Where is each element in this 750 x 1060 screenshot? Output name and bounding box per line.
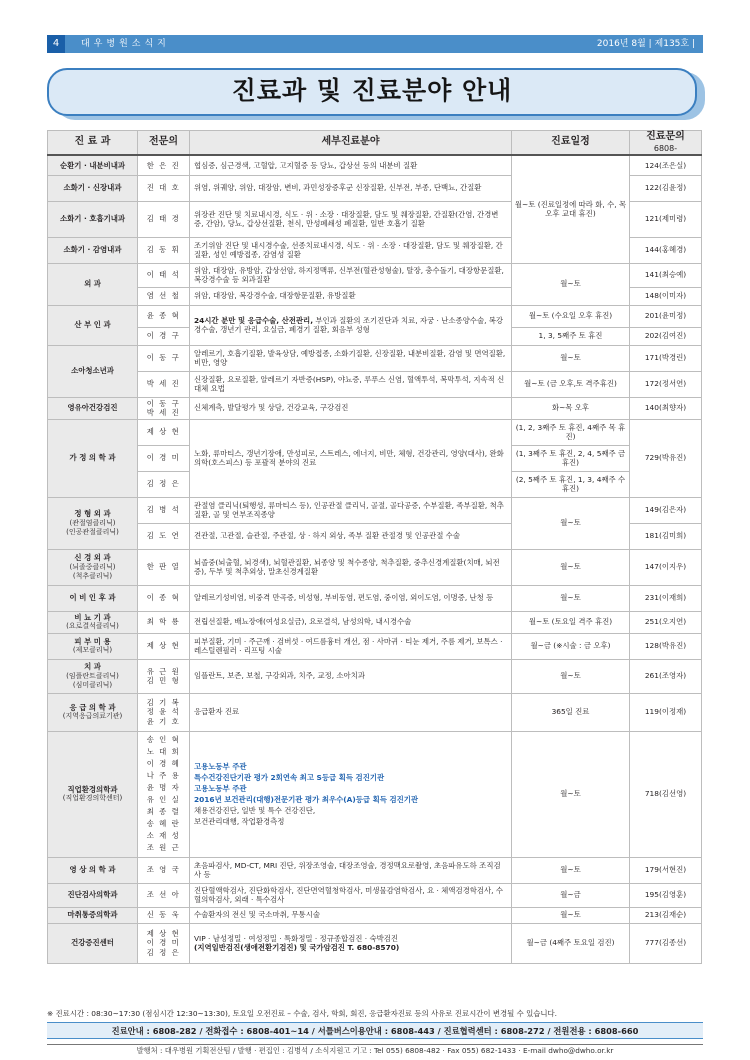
inquiry: 172(정서연) [630, 371, 702, 397]
schedule: 월~토 [512, 345, 630, 371]
schedule: 월~토 (금 오후,토 격주휴진) [512, 371, 630, 397]
schedule: 월~토 [512, 857, 630, 883]
table-row [48, 731, 702, 857]
dept-name: 건강증진센터 [48, 923, 138, 963]
specialty: 초음파검사, MD-CT, MRI 진단, 위장조영술, 대장조영술, 경정맥요로촬영, 초음파유도하 조직검사 등 [190, 857, 512, 883]
table-row [48, 659, 702, 693]
doctor-name: 제 상 현 [138, 633, 190, 659]
dept-name: 신 경 외 과 (뇌졸중클리닉) (척추클리닉) [48, 549, 138, 585]
schedule: (2, 5째주 토 휴진, 1, 3, 4째주 수 휴진) [512, 471, 630, 497]
issue-info: 2016년 8월 | 제135호 | [596, 39, 695, 49]
dept-name: 영유아건강검진 [48, 397, 138, 419]
specialty: 위암, 대장암, 복강경수술, 대장항문질환, 유방질환 [190, 287, 512, 305]
schedule: 월~토 [512, 497, 630, 549]
table-row [48, 397, 702, 419]
contact-bar: 진료안내 : 6808-282 / 전화접수 : 6808-401~14 / 서틀버스이용안내 : 6808-443 / 진료협력센터 : 6808-272 / 전원전용 : 6808-660 [47, 1022, 703, 1039]
specialty: 협심증, 심근경색, 고혈압, 고지혈증 등 당뇨, 갑상선 등의 내분비 질환 [190, 155, 512, 175]
dept-name: 응 급 의 학 과 (지역응급의료기관) [48, 693, 138, 731]
doctor-name: 이 태 석 [138, 263, 190, 287]
specialty: VIP · 남성정밀 · 여성정밀 · 특화정밀 · 정규종합검진 · 숙박검진 (지역일반검진(생애전환기검진) 및 국가암검진 T. 680-8570) [190, 923, 512, 963]
table-row [48, 585, 702, 611]
inquiry: 729(박유진) [630, 419, 702, 497]
table-row [48, 345, 702, 371]
schedule: 월~토 [512, 585, 630, 611]
publication-name: 대우병원소식지 [81, 39, 170, 49]
table-row [48, 305, 702, 327]
specialty: 위염, 위궤양, 위암, 대장암, 변비, 과민성장증후군 신장질환, 신부전, 부종, 단백뇨, 간질환 [190, 175, 512, 201]
doctor-name: 신 동 욱 [138, 907, 190, 923]
inquiry: 251(오지연) [630, 611, 702, 633]
specialty: 피부질환, 기미 · 주근깨 · 검버섯 · 여드름흉터 개선, 점 · 사마귀 · 티눈 제거, 주름 제거, 보톡스 · 레스틸렌필러 · 리프팅 시술 [190, 633, 512, 659]
doctor-name: 이 동 구 박 세 진 [138, 397, 190, 419]
inquiry: 124(조은실) [630, 155, 702, 175]
inquiry: 128(박유진) [630, 633, 702, 659]
specialty: 임플란트, 보존, 보철, 구강외과, 치주, 교정, 소아치과 [190, 659, 512, 693]
doctor-name: 이 종 혁 [138, 585, 190, 611]
dept-name: 치 과 (임플란트클리닉) (심미클리닉) [48, 659, 138, 693]
inquiry: 147(이지우) [630, 549, 702, 585]
specialty: 알레르기, 호흡기질환, 발육상담, 예방접종, 소화기질환, 신장질환, 내분비질환, 감염 및 면역질환, 비만, 영양 [190, 345, 512, 371]
inquiry: 261(조영자) [630, 659, 702, 693]
table-row [48, 155, 702, 175]
inquiry: 195(김영훈) [630, 883, 702, 907]
schedule: 월~토 [512, 659, 630, 693]
inquiry: 201(윤미정) [630, 305, 702, 327]
specialty: 노화, 류마티스, 갱년기장애, 만성피로, 스트레스, 에너지, 비만, 체형, 건강관리, 영양(대사), 완화의학(호스피스) 등 포괄적 분야의 진료 [190, 419, 512, 497]
inquiry: 777(김종선) [630, 923, 702, 963]
schedule: 화~목 오후 [512, 397, 630, 419]
doctor-name: 이 경 구 [138, 327, 190, 345]
inquiry: 141(최승예) [630, 263, 702, 287]
dept-name: 피 부 미 용 (제모클리닉) [48, 633, 138, 659]
schedule: 월~금 (4째주 토요일 검진) [512, 923, 630, 963]
table-row [48, 633, 702, 659]
schedule: 월~토 (수요일 오후 휴진) [512, 305, 630, 327]
doctor-name: 김 동 휘 [138, 237, 190, 263]
publisher-footer: 발행처 : 대우병원 기획전산팀 / 발행 · 편집인 : 김병석 / 소식지원고 기고 : Tel 055) 6808-482 · Fax 055) 682-1433 · E-mail dwho@dwho.or.kr [47, 1044, 703, 1056]
inquiry: 119(이정재) [630, 693, 702, 731]
schedule: (1, 2, 3째주 토 휴진, 4째주 목 휴진) [512, 419, 630, 445]
inquiry: 213(김재순) [630, 907, 702, 923]
doctor-name: 조 영 국 [138, 857, 190, 883]
specialty: 알레르기성비염, 비중격 만곡증, 비성형, 부비동염, 편도염, 중이염, 외이도염, 이명증, 난청 등 [190, 585, 512, 611]
specialty: 관절염 클리닉(퇴행성, 류마티스 등), 인공관절 클리닉, 골절, 골다공증, 수부질환, 족부질환, 척추질환, 골 및 연부조직종양 [190, 497, 512, 523]
table-row [48, 497, 702, 523]
dept-name: 진단검사의학과 [48, 883, 138, 907]
col-header-inquiry: 진료문의 6808- [630, 131, 702, 156]
doctor-name: 김 기 복 정 윤 석 윤 기 호 [138, 693, 190, 731]
dept-name: 가 정 의 학 과 [48, 419, 138, 497]
schedule: 월~금 (※시술 : 금 오후) [512, 633, 630, 659]
col-header-dept: 진 료 과 [48, 131, 138, 156]
table-row [48, 371, 702, 397]
doctor-name: 김 태 경 [138, 201, 190, 237]
table-row [48, 549, 702, 585]
page-number: 4 [47, 35, 65, 53]
specialty: 신장질환, 요로질환, 알레르기 자반증(HSP), 야뇨증, 루푸스 신염, 혈액투석, 복막투석, 지속적 신대체 요법 [190, 371, 512, 397]
specialty: 응급환자 진료 [190, 693, 512, 731]
doctor-name: 윤 종 혁 [138, 305, 190, 327]
dept-name: 마취통증의학과 [48, 907, 138, 923]
doctor-name: 김 정 은 [138, 471, 190, 497]
hours-note: ※ 진료시간 : 08:30~17:30 (점심시간 12:30~13:30), 토요일 오전진료 – 수술, 검사, 학회, 회진, 응급환자진료 등의 사유로 진료시간이 변경될 수 있습니다. [47, 1009, 558, 1018]
inquiry: 231(이재희) [630, 585, 702, 611]
schedule: 월~토 (진료일정에 따라 화, 수, 목 오후 교대 휴진) [512, 155, 630, 263]
inquiry: 181(김미희) [630, 523, 702, 549]
table-header-row [48, 131, 702, 156]
dept-name: 소아청소년과 [48, 345, 138, 397]
specialty: 위암, 대장암, 유방암, 갑상선암, 하지정맥류, 신부전(혈관성형술), 탈장, 충수돌기, 대장항문질환, 복강경수술 등 외과질환 [190, 263, 512, 287]
dept-name: 순환기 · 내분비내과 [48, 155, 138, 175]
schedule: 월~토 [512, 549, 630, 585]
doctor-name: 이 동 구 [138, 345, 190, 371]
specialty: 진단혈액학검사, 진단화학검사, 진단면역혈청학검사, 미생물감염학검사, 요 · 체액검경학검사, 수혈의학검사, 외래 · 특수검사 [190, 883, 512, 907]
doctor-name: 이 경 미 [138, 445, 190, 471]
table-row [48, 263, 702, 287]
table-row [48, 611, 702, 633]
doctor-name: 한 은 진 [138, 155, 190, 175]
table-row [48, 923, 702, 963]
doctor-name: 김 도 연 [138, 523, 190, 549]
schedule: 월~토 (토요일 격주 휴진) [512, 611, 630, 633]
department-table [47, 130, 702, 964]
col-header-specialty: 세부진료분야 [190, 131, 512, 156]
dept-name: 외 과 [48, 263, 138, 305]
table-row [48, 907, 702, 923]
doctor-name: 한 판 열 [138, 549, 190, 585]
doctor-name: 최 학 룡 [138, 611, 190, 633]
doctor-name: 조 선 아 [138, 883, 190, 907]
inquiry: 121(제미령) [630, 201, 702, 237]
header-bar [47, 35, 703, 53]
doctor-name: 제 상 현 이 경 미 김 정 은 [138, 923, 190, 963]
doctor-name: 김 병 석 [138, 497, 190, 523]
specialty: 신체계측, 발달평가 및 상담, 건강교육, 구강검진 [190, 397, 512, 419]
inquiry: 144(홍혜경) [630, 237, 702, 263]
table-row [48, 693, 702, 731]
dept-name: 소화기 · 감염내과 [48, 237, 138, 263]
dept-name: 정 형 외 과 (관절염클리닉) (인공관절클리닉) [48, 497, 138, 549]
doctor-name: 송 인 혁 노 대 희 이 경 혜 나 주 용 윤 명 자 유 인 실 최 종 렬 송 혜 란 소 재 성 조 원 근 [138, 731, 190, 857]
inquiry: 149(김은자) [630, 497, 702, 523]
specialty: 조기위암 진단 및 내시경수술, 선종치료내시경, 식도 · 위 · 소장 · 대장질환, 담도 및 췌장질환, 간질환, 성인 예방접종, 감염성 질환 [190, 237, 512, 263]
dept-name: 산 부 인 과 [48, 305, 138, 345]
doctor-name: 박 세 진 [138, 371, 190, 397]
inquiry: 179(서현진) [630, 857, 702, 883]
specialty: 뇌졸중(뇌출혈, 뇌경색), 뇌혈관질환, 뇌종양 및 척수종양, 척추질환, 중추신경계질환(치매, 뇌전증), 두부 및 척추외상, 말초신경계질환 [190, 549, 512, 585]
inquiry: 148(이미자) [630, 287, 702, 305]
inquiry: 171(박경린) [630, 345, 702, 371]
table-row [48, 883, 702, 907]
schedule: 월~토 [512, 263, 630, 305]
schedule: 월~토 [512, 907, 630, 923]
table-row [48, 857, 702, 883]
dept-name: 직업환경의학과 (직업환경의학센터) [48, 731, 138, 857]
schedule: 월~금 [512, 883, 630, 907]
schedule: 1, 3, 5째주 토 휴진 [512, 327, 630, 345]
specialty: 수술환자의 전신 및 국소마취, 무통시술 [190, 907, 512, 923]
page-title: 진료과 및 진료분야 안내 [231, 76, 513, 105]
col-header-schedule: 진료일정 [512, 131, 630, 156]
dept-name: 영 상 의 학 과 [48, 857, 138, 883]
schedule: 365일 진료 [512, 693, 630, 731]
inquiry: 718(김선영) [630, 731, 702, 857]
specialty: 24시간 분만 및 응급수술, 산전관리, 부인과 질환의 조기진단과 치료, 자궁 · 난소종양수술, 복강경수술, 갱년기 관리, 요실금, 폐경기 질환, 회음부 성형 [190, 305, 512, 345]
inquiry: 202(김여진) [630, 327, 702, 345]
schedule: 월~토 [512, 731, 630, 857]
inquiry: 122(김윤정) [630, 175, 702, 201]
doctor-name: 진 대 호 [138, 175, 190, 201]
doctor-name: 염 선 철 [138, 287, 190, 305]
table-row [48, 419, 702, 445]
specialty: 견관절, 고관절, 슬관절, 주관절, 상 · 하지 외상, 족부 질환 관절경 및 인공관절 수술 [190, 523, 512, 549]
specialty: 전립선질환, 배뇨장애(여성요실금), 요로결석, 남성의학, 내시경수술 [190, 611, 512, 633]
doctor-name: 제 상 현 [138, 419, 190, 445]
dept-name: 비 뇨 기 과 (요로결석클리닉) [48, 611, 138, 633]
specialty: 위장관 진단 및 치료내시경, 식도 · 위 · 소장 · 대장질환, 담도 및 췌장질환, 간질환(간염, 간경변증, 간암), 당뇨, 갑상선질환, 천식, 만성폐쇄성 폐질환, 일반 호흡기 질환 [190, 201, 512, 237]
dept-name: 소화기 · 호흡기내과 [48, 201, 138, 237]
specialty: 고용노동부 주관 특수건강진단기관 평가 2회연속 최고 S등급 획득 검진기관 고용노동부 주관 2016년 보건관리(대행)전문기관 평가 최우수(A)등급 획득 검진기관 채용건강진단, 일반 및 특수 건강진단, 보건관리대행, 작업환경측정 [190, 731, 512, 857]
doctor-name: 유 근 원 김 민 형 [138, 659, 190, 693]
dept-name: 소화기 · 신장내과 [48, 175, 138, 201]
dept-name: 이 비 인 후 과 [48, 585, 138, 611]
schedule: (1, 3째주 토 휴진, 2, 4, 5째주 금 휴진) [512, 445, 630, 471]
col-header-doctor: 전문의 [138, 131, 190, 156]
inquiry: 140(최향자) [630, 397, 702, 419]
